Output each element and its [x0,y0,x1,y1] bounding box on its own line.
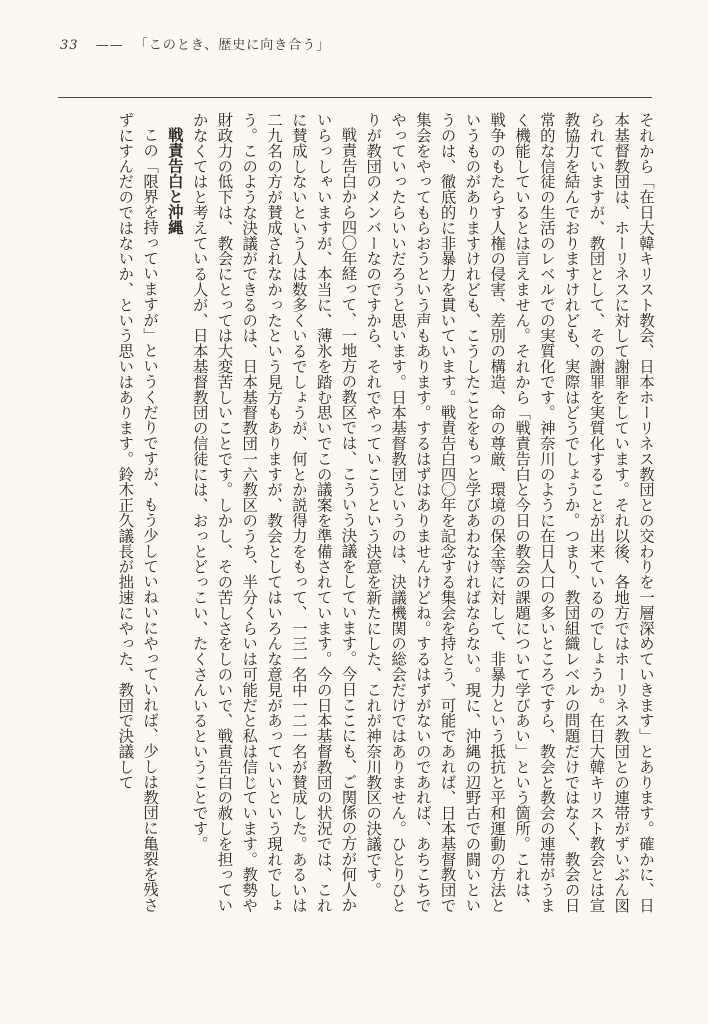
paragraph: この「限界を持っていますが」というくだりですが、もう少していねいにやっていれば、少しは教団に亀裂を残さずにすんだのではないか、という思いはあります。鈴木正久議長が拙速にやった、教団で決議して [116,112,160,913]
section-heading: 戦責告白と沖縄 [165,127,184,236]
running-header [60,34,330,53]
header-separator: —— [95,38,124,53]
paragraph: それから「在日大韓キリスト教会、日本ホーリネス教団との交わりを一層深めていきます」とあります。確かに、日本基督教団は、ホーリネスに対して謝罪をしています。それ以後、各地方ではホーリネス教団との連帯がずいぶん図られていますが、教団として、その謝罪を実質化することが出来ているのでしょうか。在日大韓キリスト教会とは宣教協力を結んでおりますけれども、実際はどうでしょうか。つまり、教団組織レベルの問題だけではなく、教会の日常的な信徒の生活のレベルでの実質化です。神奈川のように在日人口の多いところですら、教会と教会の連帯がうまく機能しているとは言えません。それから「戦責告白と今日の教会の課題について学びあい」という箇所。これは、戦争のもたらす人権の侵害、差別の構造、命の尊厳、環境の保全等に対して、非暴力という抵抗と平和運動の方法というものがありますけれども、こうしたことをもっと学びあわなければならない。現に、沖縄の辺野古での闘いというのは、徹底的に非暴力を貫いています。戦責告白四〇年を記念する集会を持とう、可能であれば、日本基督教団で集会をやってもらおうという声もあります。するはずはありませんけどね。するはずがないのであれば、あちこちでやっていったらいいだろうと思います。日本基督教団というのは、決議機関の総会だけではありません。ひとりひとりが教団のメンバーなのですから、それでやっていこうという決意を新たにした、これが神奈川教区の決議です。 [364,112,655,913]
header-rule [58,97,652,98]
body-text [46,112,658,924]
chapter-title: 「このとき、歴史に向き合う」 [134,38,331,53]
paragraph: 戦責告白から四〇年経って、一地方の教区では、こういう決議をしています。今日ここにも、ご関係の方が何人かいらっしゃいますが、本当に、薄氷を踏む思いでこの議案を準備されています。今の日本基督教団の状況では、これに賛成しないという人は数多くいるでしょうが、何とか説得力をもって、一三一名中一二一名が賛成した。あるいは二九名の方が賛成されなかったという見方もありますが、教会としてはいろんな意見があっていいという現れでしょう。このような決議ができるのは、日本基督教団一六教区のうち、半分くらいは可能だと私は信じています。教勢や財政力の低下は、教会にとっては大変苦しいことです。しかし、その苦しさをしのいで、戦責告白の赦しを担っていかなくてはと考えている人が、日本基督教団の信徒には、おっとどっこい、たくさんいるということです。 [190,112,358,913]
page-number: 33 [60,38,79,53]
